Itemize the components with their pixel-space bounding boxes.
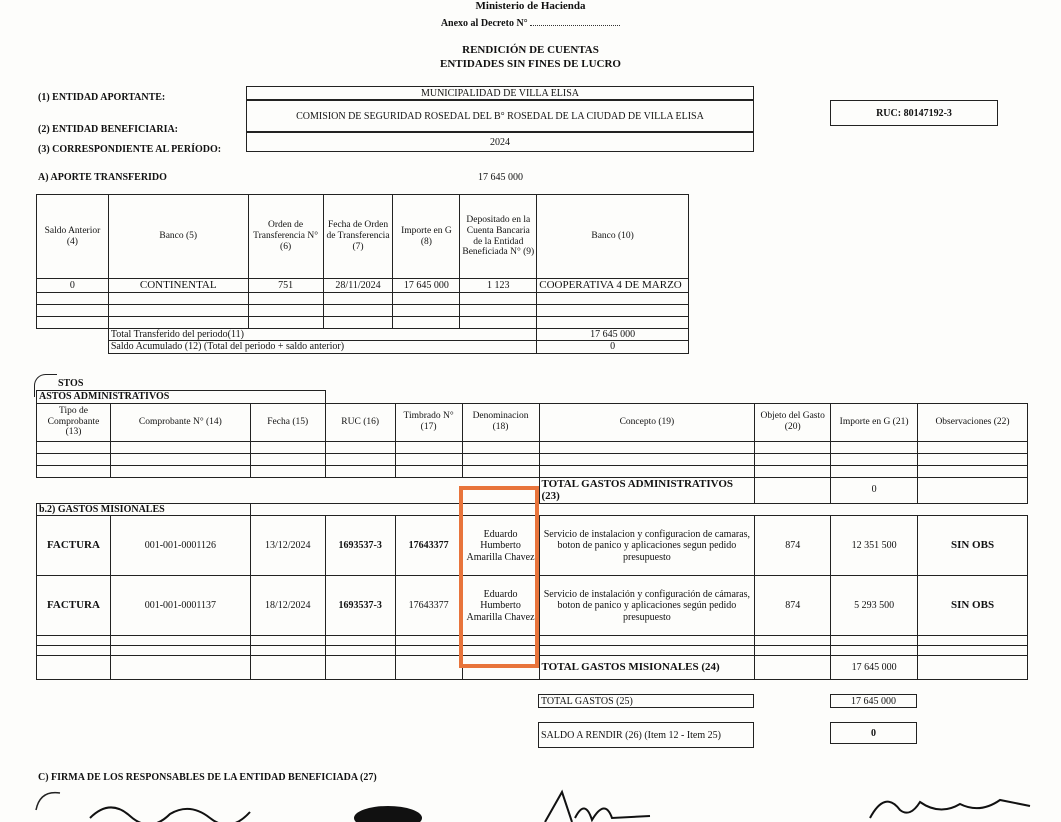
saldo-acumulado-label: Saldo Acumulado (12) (Total del periodo + saldo anterior) bbox=[108, 341, 536, 354]
row2-obs: SIN OBS bbox=[918, 576, 1028, 636]
header-banco-destino: Banco (10) bbox=[537, 195, 689, 279]
row2-objeto: 874 bbox=[755, 576, 831, 636]
total-misionales-value: 17 645 000 bbox=[831, 656, 918, 680]
annex-label bbox=[0, 18, 1061, 29]
aporte-title: A) APORTE TRANSFERIDO bbox=[38, 172, 167, 183]
saldo-rendir-label: SALDO A RENDIR (26) (Item 12 - Item 25) bbox=[538, 722, 754, 748]
header-objeto: Objeto del Gasto (20) bbox=[755, 403, 831, 441]
row1-timbrado: 17643377 bbox=[395, 516, 462, 576]
cell-importe: 17 645 000 bbox=[393, 279, 460, 293]
header-fecha: Fecha (15) bbox=[250, 403, 325, 441]
row2-fecha: 18/12/2024 bbox=[250, 576, 325, 636]
row1-obs: SIN OBS bbox=[918, 516, 1028, 576]
cell-orden: 751 bbox=[248, 279, 323, 293]
saldo-acumulado-row bbox=[37, 341, 689, 354]
entidad-aportante-value: MUNICIPALIDAD DE VILLA ELISA bbox=[246, 86, 754, 100]
entidad-aportante-label: (1) ENTIDAD APORTANTE: bbox=[38, 92, 166, 103]
saldo-acumulado-value: 0 bbox=[537, 341, 689, 354]
header-importe: Importe en G (8) bbox=[393, 195, 460, 279]
header-tipo: Tipo de Comprobante (13) bbox=[37, 403, 111, 441]
cell-deposito: 1 123 bbox=[460, 279, 537, 293]
header-fecha-orden: Fecha de Orden de Transferencia (7) bbox=[323, 195, 393, 279]
cell-saldo: 0 bbox=[37, 279, 109, 293]
row2-tipo: FACTURA bbox=[37, 576, 111, 636]
row2-ruc: 1693537-3 bbox=[325, 576, 395, 636]
row1-fecha: 13/12/2024 bbox=[250, 516, 325, 576]
firmas-title: C) FIRMA DE LOS RESPONSABLES DE LA ENTIDAD BENEFICIADA (27) bbox=[38, 772, 377, 783]
row1-comprobante: 001-001-0001126 bbox=[110, 516, 250, 576]
header-concepto: Concepto (19) bbox=[539, 403, 755, 441]
row1-importe: 12 351 500 bbox=[831, 516, 918, 576]
header-orden: Orden de Transferencia N° (6) bbox=[248, 195, 323, 279]
hole-punch-mark-2 bbox=[36, 793, 60, 810]
highlight-box bbox=[459, 486, 539, 668]
header-timbrado: Timbrado N° (17) bbox=[395, 403, 462, 441]
header-denominacion: Denominacion (18) bbox=[462, 403, 539, 441]
row2-comprobante: 001-001-0001137 bbox=[110, 576, 250, 636]
header-comprobante: Comprobante N° (14) bbox=[110, 403, 250, 441]
periodo-label: (3) CORRESPONDIENTE AL PERÍODO: bbox=[38, 144, 222, 155]
cell-fecha: 28/11/2024 bbox=[323, 279, 393, 293]
total-gastos-value: 17 645 000 bbox=[830, 694, 917, 708]
row2-timbrado: 17643377 bbox=[395, 576, 462, 636]
signature-2-blot bbox=[354, 806, 422, 822]
gastos-title: STOS bbox=[58, 378, 84, 389]
header-banco: Banco (5) bbox=[108, 195, 248, 279]
row1-concepto: Servicio de instalacion y configuracion de camaras, boton de panico y aplicaciones segun pedido presupuesto bbox=[539, 516, 755, 576]
signature-1 bbox=[90, 807, 250, 822]
total-gastos-label: TOTAL GASTOS (25) bbox=[538, 694, 754, 708]
row2-concepto: Servicio de instalación y configuración de cámaras, boton de panico y aplicaciones según pedido presupuesto bbox=[539, 576, 755, 636]
row2-importe: 5 293 500 bbox=[831, 576, 918, 636]
header-depositado: Depositado en la Cuenta Bancaria de la Entidad Beneficiada N° (9) bbox=[460, 195, 537, 279]
signature-4 bbox=[870, 800, 1030, 818]
cell-banco-destino: COOPERATIVA 4 DE MARZO bbox=[537, 279, 689, 293]
header-ruc: RUC (16) bbox=[325, 403, 395, 441]
ministry-title: Ministerio de Hacienda bbox=[475, 0, 586, 12]
row1-objeto: 874 bbox=[755, 516, 831, 576]
row1-denominacion: Eduardo Humberto Amarilla Chavez bbox=[462, 516, 539, 576]
periodo-value: 2024 bbox=[246, 132, 754, 152]
header-importe-g: Importe en G (21) bbox=[831, 403, 918, 441]
misionales-title: b.2) GASTOS MISIONALES bbox=[37, 503, 251, 516]
entidad-beneficiaria-value: COMISION DE SEGURIDAD ROSEDAL DEL B° ROSEDAL DE LA CIUDAD DE VILLA ELISA bbox=[246, 100, 754, 132]
row1-tipo: FACTURA bbox=[37, 516, 111, 576]
total-transferido-row bbox=[37, 328, 689, 341]
admin-title: ASTOS ADMINISTRATIVOS bbox=[37, 391, 326, 404]
ruc-box: RUC: 80147192-3 bbox=[830, 100, 998, 126]
aporte-table bbox=[36, 194, 689, 354]
aporte-row bbox=[37, 279, 689, 293]
header-saldo-anterior: Saldo Anterior (4) bbox=[37, 195, 109, 279]
total-admin-value: 0 bbox=[831, 477, 918, 503]
total-transferido-value: 17 645 000 bbox=[537, 328, 689, 341]
total-misionales-label: TOTAL GASTOS MISIONALES (24) bbox=[539, 656, 755, 680]
entidad-beneficiaria-label: (2) ENTIDAD BENEFICIARIA: bbox=[38, 124, 179, 135]
signature-3 bbox=[545, 792, 650, 822]
annex-text: Anexo al Decreto N° bbox=[440, 18, 528, 29]
cell-banco: CONTINENTAL bbox=[108, 279, 248, 293]
aporte-amount: 17 645 000 bbox=[478, 172, 523, 183]
admin-title-row bbox=[37, 391, 1028, 404]
row2-denominacion: Eduardo Humberto Amarilla Chavez bbox=[462, 576, 539, 636]
header-observaciones: Observaciones (22) bbox=[918, 403, 1028, 441]
saldo-rendir-value: 0 bbox=[830, 722, 917, 744]
gastos-header-row bbox=[37, 403, 1028, 441]
total-transferido-label: Total Transferido del periodo(11) bbox=[108, 328, 536, 341]
row1-ruc: 1693537-3 bbox=[325, 516, 395, 576]
total-admin-label: TOTAL GASTOS ADMINISTRATIVOS (23) bbox=[539, 477, 755, 503]
signatures bbox=[0, 788, 1061, 822]
document-title: RENDICIÓN DE CUENTAS bbox=[462, 44, 599, 56]
aporte-header-row bbox=[37, 195, 689, 279]
document-subtitle: ENTIDADES SIN FINES DE LUCRO bbox=[440, 58, 621, 70]
